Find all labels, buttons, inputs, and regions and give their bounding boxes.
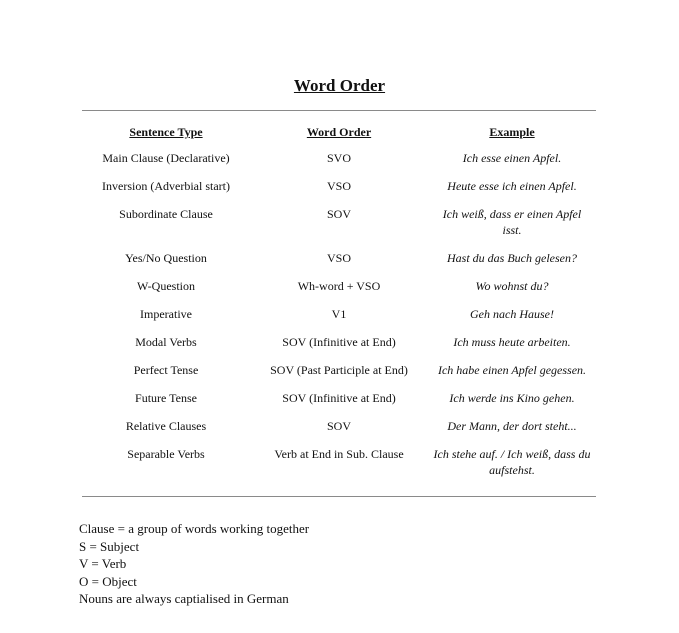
word-order-cell: SOV (Past Participle at End)	[270, 363, 408, 377]
sentence-type-cell: Main Clause (Declarative)	[102, 151, 230, 165]
word-order-cell: SOV (Infinitive at End)	[282, 391, 396, 405]
word-order-cell: VSO	[326, 179, 351, 193]
header-example: Example	[489, 125, 535, 139]
example-cell: Heute esse ich einen Apfel.	[447, 179, 577, 193]
sentence-type-cell: Separable Verbs	[127, 447, 205, 461]
word-order-cell: SOV	[326, 207, 351, 221]
word-order-cell: SOV (Infinitive at End)	[282, 335, 396, 349]
word-order-cell: VSO	[326, 251, 351, 265]
word-order-cell: V1	[331, 307, 347, 321]
table-row	[80, 386, 598, 414]
page-title: Word Order	[293, 76, 386, 95]
word-order-cell: Verb at End in Sub. Clause	[274, 447, 404, 461]
sentence-type-cell: Yes/No Question	[125, 251, 207, 265]
note-clause-definition: Clause = a group of words working together	[79, 521, 310, 536]
example-cell: Ich esse einen Apfel.	[462, 151, 562, 165]
word-order-cell: SOV	[326, 419, 351, 433]
sentence-type-cell: Subordinate Clause	[119, 207, 213, 221]
example-cell: Ich weiß, dass er einen Apfel isst.	[442, 207, 582, 237]
table-row	[80, 414, 598, 442]
sentence-type-cell: Future Tense	[135, 391, 197, 405]
example-cell: Wo wohnst du?	[475, 279, 549, 293]
top-divider	[82, 110, 596, 111]
sentence-type-cell: W-Question	[137, 279, 195, 293]
note-verb: V = Verb	[79, 556, 127, 572]
example-cell: Ich stehe auf. / Ich weiß, dass du aufstehst.	[433, 447, 591, 477]
notes-section	[79, 520, 309, 608]
example-cell: Ich werde ins Kino gehen.	[449, 391, 575, 405]
table-row	[80, 146, 598, 174]
example-cell: Ich habe einen Apfel gegessen.	[437, 363, 587, 377]
note-nouns-capitalised: Nouns are always captialised in German	[79, 591, 289, 607]
sentence-type-cell: Imperative	[140, 307, 192, 321]
table-row	[80, 174, 598, 202]
note-subject: S = Subject	[79, 538, 140, 554]
sentence-type-cell: Inversion (Adverbial start)	[102, 179, 230, 193]
header-sentence-type: Sentence Type	[129, 125, 203, 139]
word-order-table	[80, 120, 598, 486]
table-row	[80, 246, 598, 274]
sentence-type-cell: Perfect Tense	[133, 363, 199, 377]
bottom-divider	[82, 496, 596, 497]
word-order-cell: Wh-word + VSO	[297, 279, 381, 293]
example-cell: Der Mann, der dort steht...	[447, 419, 577, 433]
table-row	[80, 302, 598, 330]
example-cell: Geh nach Hause!	[470, 307, 554, 321]
word-order-cell: SVO	[326, 151, 351, 165]
header-word-order: Word Order	[306, 125, 372, 139]
example-cell: Hast du das Buch gelesen?	[447, 251, 577, 265]
table-row	[80, 442, 598, 486]
sentence-type-cell: Modal Verbs	[135, 335, 197, 349]
note-object: O = Object	[79, 573, 137, 589]
table-row	[80, 358, 598, 386]
table-row	[80, 274, 598, 302]
table-row	[80, 330, 598, 358]
table-header-row	[80, 120, 598, 146]
sentence-type-cell: Relative Clauses	[125, 419, 207, 433]
table-row	[80, 202, 598, 246]
example-cell: Ich muss heute arbeiten.	[453, 335, 571, 349]
